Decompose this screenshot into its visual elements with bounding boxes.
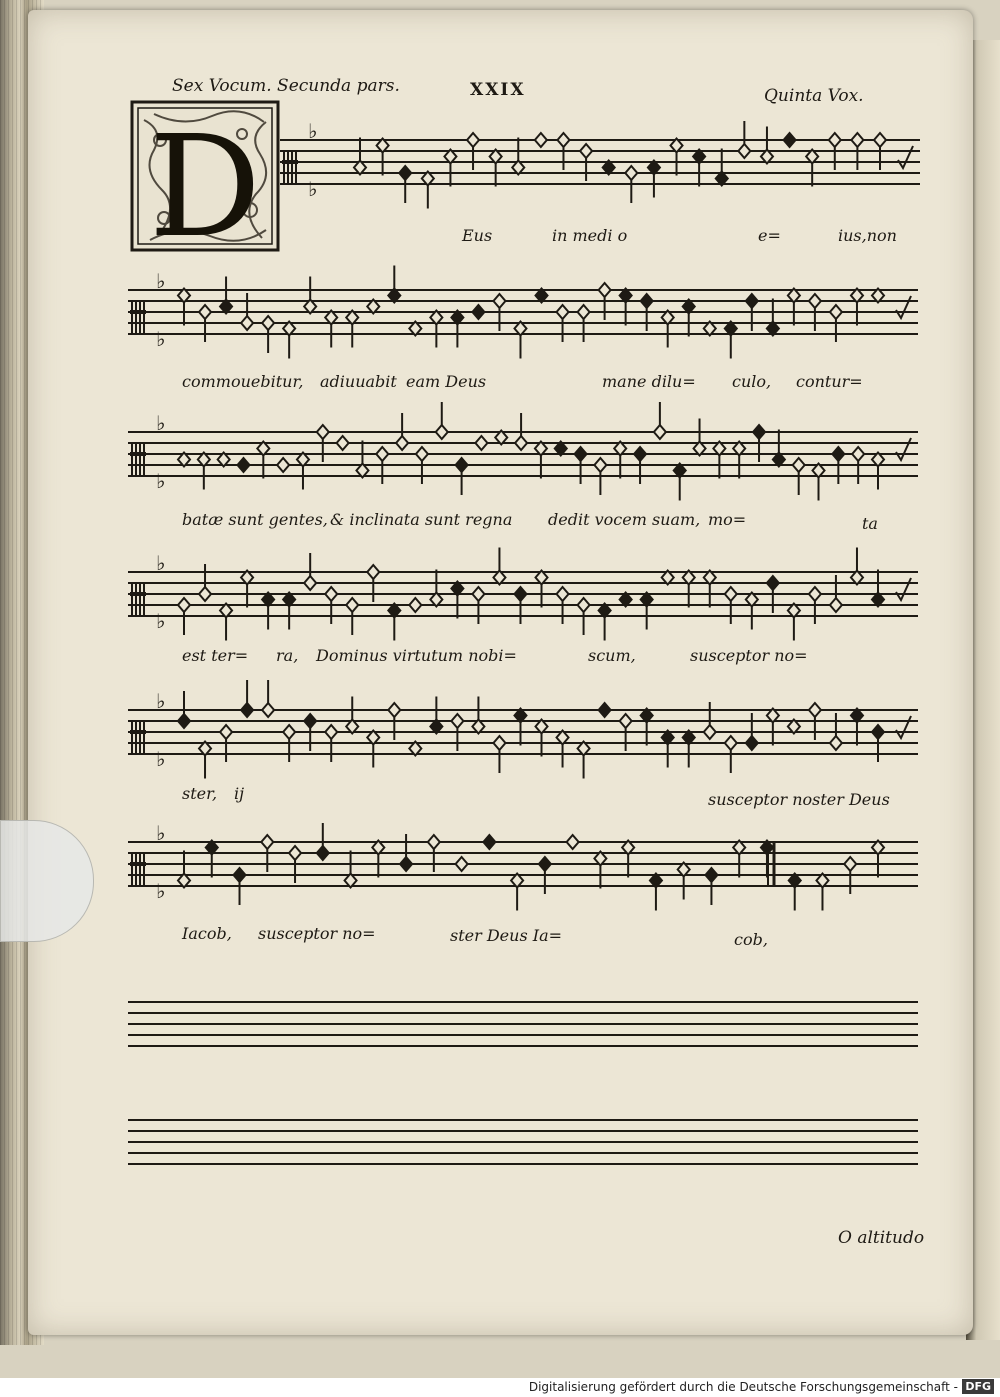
clef-mark	[282, 151, 298, 184]
note	[535, 442, 547, 479]
note	[733, 841, 745, 878]
note	[345, 851, 357, 888]
note	[733, 442, 745, 479]
clef-mark	[130, 721, 146, 754]
note	[567, 835, 579, 849]
note	[851, 709, 863, 746]
note	[451, 582, 463, 619]
note	[512, 138, 524, 175]
lyric-4-5: susceptor no=	[690, 646, 808, 665]
lyric-4-4: scum,	[588, 646, 636, 665]
lyric-5-1: ster,	[182, 784, 218, 803]
custos-mark	[898, 146, 913, 168]
music-staff-2	[128, 269, 918, 351]
clef-mark	[130, 853, 146, 886]
note	[761, 127, 773, 164]
header-voice-label: Sex Vocum. Secunda pars.	[172, 76, 400, 96]
note	[693, 150, 705, 187]
lyric-4-1: est ter=	[182, 646, 249, 665]
lyric-2-2: adiuuabit	[320, 372, 397, 391]
note	[472, 305, 484, 319]
note	[704, 571, 716, 608]
clef-mark	[130, 301, 146, 334]
lyric-3-4: mo=	[708, 510, 747, 529]
note	[490, 150, 502, 187]
flat-sign: ♭	[308, 177, 318, 201]
note	[716, 149, 728, 186]
note	[620, 289, 632, 326]
note	[472, 697, 484, 734]
note	[536, 571, 548, 608]
music-staff-6	[128, 821, 918, 903]
note	[594, 852, 606, 889]
note	[773, 430, 785, 467]
lyric-1-3: e=	[758, 226, 781, 245]
decorated-initial	[130, 100, 280, 269]
note	[178, 851, 190, 888]
lyric-2-6: contur=	[796, 372, 863, 391]
note	[806, 150, 818, 187]
flat-sign: ♭	[156, 609, 166, 633]
note	[346, 697, 358, 734]
note	[694, 419, 706, 456]
note	[599, 703, 611, 717]
note	[444, 150, 456, 187]
note	[356, 441, 368, 478]
note	[409, 598, 421, 612]
note	[767, 709, 779, 746]
flat-sign: ♭	[156, 689, 166, 713]
note	[237, 458, 249, 472]
lyric-3-3: dedit vocem suam,	[548, 510, 701, 529]
note	[784, 133, 796, 147]
empty-staff-1	[128, 990, 918, 1050]
catchword: O altitudo	[838, 1228, 925, 1248]
lyric-4-3: Dominus virtutum nobi=	[316, 646, 517, 665]
note	[178, 289, 190, 326]
dfg-logo: DFG	[962, 1379, 994, 1394]
note	[788, 289, 800, 326]
lyric-6-1: Iacob,	[182, 924, 232, 943]
header-part-label: Quinta Vox.	[764, 86, 864, 106]
flat-sign: ♭	[156, 327, 166, 351]
note	[641, 709, 653, 746]
note	[206, 841, 218, 878]
music-staff-4	[128, 551, 918, 633]
flat-sign: ♭	[156, 269, 166, 293]
note	[614, 442, 626, 479]
clef-mark	[130, 583, 146, 616]
flat-sign: ♭	[156, 879, 166, 903]
lyric-5-2: ij	[234, 784, 245, 803]
custos-mark	[896, 296, 911, 318]
lyric-2-1: commouebitur,	[182, 372, 304, 391]
custos-mark	[896, 716, 911, 738]
note	[475, 436, 487, 450]
flat-sign: ♭	[156, 747, 166, 771]
note	[872, 570, 884, 607]
note	[304, 277, 316, 314]
empty-staff-2	[128, 1108, 918, 1168]
note	[536, 720, 548, 757]
note	[671, 139, 683, 176]
lyric-6-4: cob,	[734, 930, 768, 949]
initial-letter: D	[148, 106, 262, 269]
flat-sign: ♭	[156, 821, 166, 845]
lyric-4-2: ra,	[276, 646, 299, 665]
custos-mark	[896, 438, 911, 460]
note	[483, 835, 495, 849]
lyric-1-4: ius,non	[838, 226, 897, 245]
note	[767, 299, 779, 336]
note	[241, 571, 253, 608]
note	[683, 300, 695, 337]
footer-credit: Digitalisierung gefördert durch die Deutsche Forschungsgemeinschaft -	[528, 1380, 958, 1394]
music-staff-1	[280, 119, 920, 201]
note	[622, 841, 634, 878]
note	[872, 841, 884, 878]
lyric-2-5: culo,	[732, 372, 772, 391]
lyric-5-3: susceptor noster Deus	[708, 790, 890, 809]
note	[257, 442, 269, 479]
lyric-6-3: ster Deus Ia=	[450, 926, 563, 945]
lyric-6-2: susceptor no=	[258, 924, 376, 943]
clef-mark	[130, 443, 146, 476]
lyric-3-2: & inclinata sunt regna	[330, 510, 513, 529]
note	[713, 442, 725, 479]
lyric-3-5: ta	[862, 514, 878, 533]
note	[683, 571, 695, 608]
note	[337, 436, 349, 450]
note	[514, 709, 526, 746]
header-folio-number: XXIX	[470, 80, 526, 100]
note	[220, 277, 232, 314]
note	[761, 841, 773, 878]
note	[430, 570, 442, 607]
flat-sign: ♭	[156, 551, 166, 575]
custos-mark	[896, 578, 911, 600]
flat-sign: ♭	[156, 469, 166, 493]
note	[277, 458, 289, 472]
note	[851, 289, 863, 326]
lyric-2-3: eam Deus	[406, 372, 487, 391]
flat-sign: ♭	[308, 119, 318, 143]
note	[354, 138, 366, 175]
note	[377, 139, 389, 176]
note	[535, 133, 547, 147]
flat-sign: ♭	[156, 411, 166, 435]
lyric-3-1: batæ sunt gentes,	[182, 510, 328, 529]
music-staff-5	[128, 689, 918, 771]
note	[430, 697, 442, 734]
note	[372, 841, 384, 878]
lyric-1-2: in medi o	[552, 226, 628, 245]
note	[456, 857, 468, 871]
lyric-1-1: Eus	[462, 226, 493, 245]
music-staff-3	[128, 411, 918, 493]
lyric-2-4: mane dilu=	[602, 372, 696, 391]
